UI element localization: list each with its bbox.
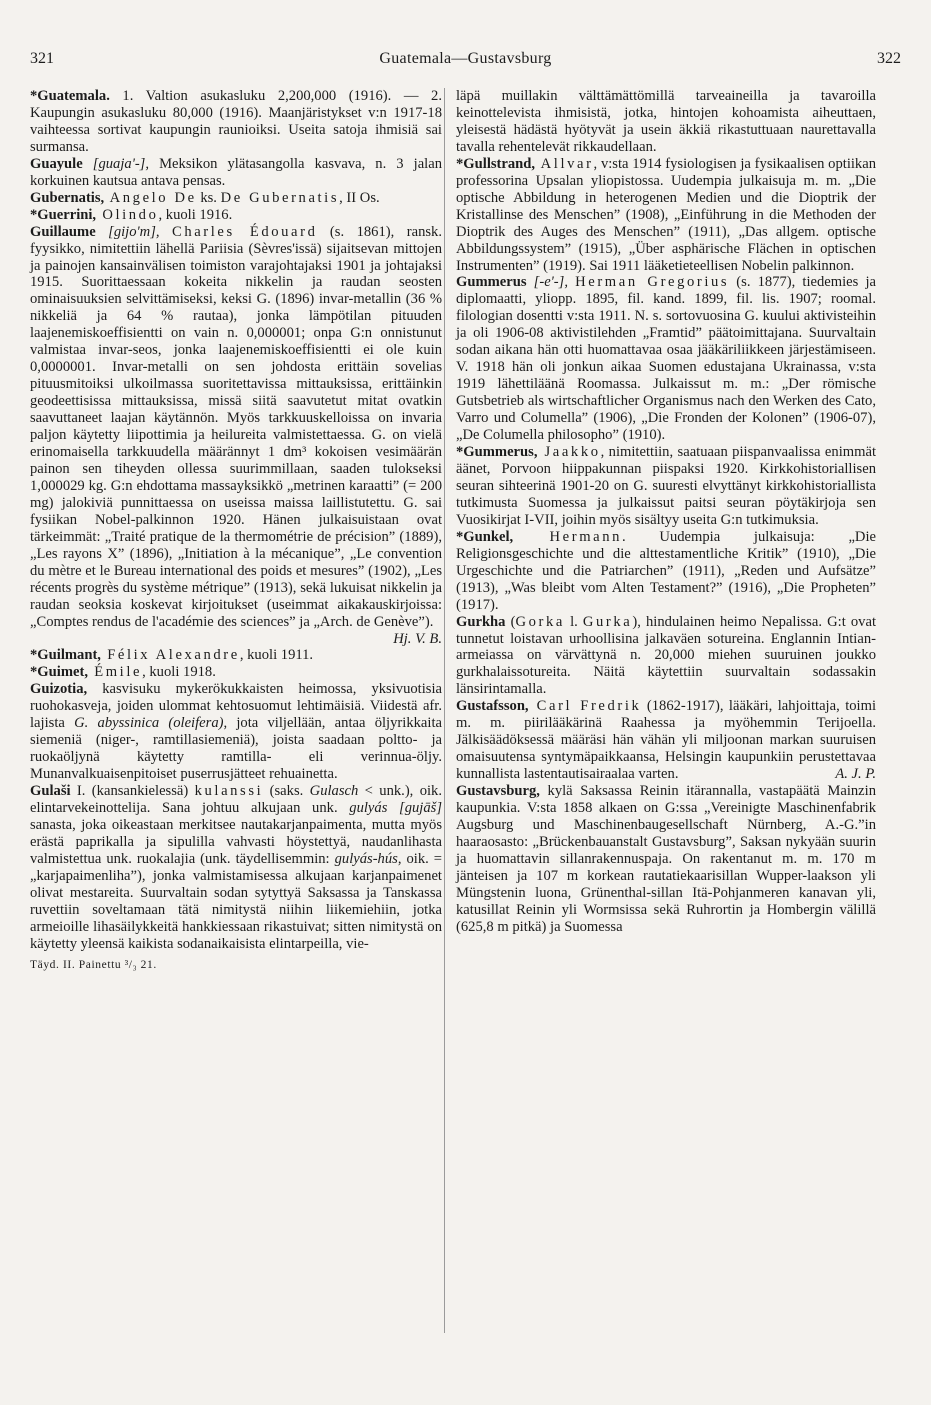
- entry-person-name: Félix Alexandre: [100, 647, 240, 664]
- entry-italic-term: gulyás-hús: [334, 850, 398, 867]
- entry-keyword: *Guerrini,: [30, 206, 97, 223]
- entry-keyword: Guillaume: [30, 223, 96, 240]
- entry-body: kasvisuku mykerökukkaisten heimossa, yksivuotisia ruohokasveja, joiden ulommat kehtosuomut lehtimäisiä. Viidestä afr. lajista: [30, 681, 442, 732]
- entry-body: Meksikon ylätasangolla kasvava, n. 3 jalan korkuinen kautsua antava pensas.: [30, 155, 442, 189]
- entry-person-name: Émile: [87, 664, 143, 681]
- entry-gubernatis: [30, 190, 442, 207]
- running-title: Guatemala—Gustavsburg: [379, 50, 552, 67]
- entry-guimet: [30, 664, 442, 681]
- entry-spaced-term: Gurka: [582, 613, 633, 630]
- entry-body: kylä Saksassa Reinin itärannalla, vastapäätä Mainzin kaupunkia. V:sta 1858 alkaen on G:ssa „Vereinigte Maschinenfabrik Augsburg und Maschinenbaugesellschaft Nürnberg, A.-G.”in haaraosasto: „Brückenbauanstalt Gustavsburg”, Saksan nykyään suurin ja huomattavin sillanrakennuspaja. On rakentanut m. m. 170 m jänteisen ja 107 m korkean rautatiekaarisillan Wupper-laakson yli Müngstenin luona, Grünenthal-sillan Itä-Pohjanmeren kanavan yli, katusillat Reinin yli Wormsissa sekä Ruhrortin ja Hombergin välillä (625,8 m pitkä) ja Suomessa: [456, 783, 876, 935]
- entry-keyword: Gustavsburg,: [456, 783, 540, 800]
- entry-person-name: Charles Édouard: [171, 223, 318, 240]
- entry-person-name: Allvar: [535, 155, 594, 172]
- entry-gullstrand: [456, 156, 876, 275]
- page-number-right: 322: [877, 50, 901, 67]
- right-column: [456, 88, 876, 936]
- entry-body: . Uudempia julkaisuja: „Die Religionsgeschichte und die alttestamentliche Kritik” (1910), „Die Urgeschichte und die Patriarchen” (1911), „Reden und Aufsätze” (1913), „Was bleibt vom Alten Testament?” (1916), „Die Propheten” (1917).: [456, 528, 877, 613]
- entry-keyword: Guizotia,: [30, 681, 88, 698]
- page-number-left: 321: [30, 50, 54, 67]
- entry-body: < unk.), oik. elintarvekeinottelija. Sana johtuu alkujaan unk.: [30, 783, 442, 817]
- entry-spaced-term: kulanssi: [194, 783, 264, 800]
- entry-keyword: Guayule: [30, 155, 83, 172]
- entry-person-name: Carl Fredrik: [528, 698, 642, 715]
- entry-keyword: Gummerus: [456, 274, 527, 291]
- entry-body: , kuoli 1918.: [142, 664, 216, 681]
- entry-gunkel: [456, 529, 876, 614]
- entry-body: 1. Valtion asukasluku 2,200,000 (1916). — 2. Kaupungin asukasluku 80,000 (1916). Maanjäristykset v:n 1917-18 vaihteessa sortivat kaupungin raunioiksi. Useita satoja ihmisiä sai surmansa.: [30, 88, 442, 155]
- entry-keyword: Gubernatis,: [30, 189, 105, 206]
- entry-pronunciation: [-e'-],: [526, 274, 576, 291]
- entry-body: , oik. = „karjapaimenliha”), jonka valmistamisessa alkujaan karjanpaimenet olivat mestareita. Suurvaltain sodan sytyttyä Saksassa ja Tanskassa ruvettiin soveltamaan tätä nimitystä niihin liikemiehiin, jotka armeioille lihasäilykkeitä hankkiessaan rikastuivat; sitten nimitystä on käytetty yleensä kaikista sodanaikaisista elintarpeilla, vie-: [30, 850, 442, 952]
- entry-signature: Hj. V. B.: [393, 630, 442, 647]
- left-column: [30, 88, 442, 974]
- entry-body: I. (kansankielessä): [70, 783, 195, 800]
- entry-body: sanasta, joka oikeastaan merkitsee nautakarjanpaimenta, mutta myös erästä paprikalla ja sipulilla vahvasti höystettyä, naudanlihasta valmistettua unk. ruokalajia (unk. täydellisemmin:: [30, 816, 442, 867]
- page-header: [30, 50, 901, 74]
- entry-keyword: *Guatemala.: [30, 88, 110, 104]
- entry-cross-reference: De Gubernatis: [220, 189, 340, 206]
- entry-body: (: [505, 613, 516, 630]
- entry-continuation: läpä muillakin välttämättömillä tarveaineilla ja tavaroilla keinottelevista ihmisistä, jotka, hintojen kohoamista aiheuttaen, yleisestä hädästä hyötyvät ja usein äkkiä rikastuttuaan naurettavalla tavalla rehentelevät rikkaudellaan.: [456, 88, 876, 155]
- entry-body: , kuoli 1911.: [239, 647, 314, 664]
- entry-body: , jota viljellään, antaa öljyrikkaita siemeniä (niger-, ramtillasiemeniä), joista saadaan poltto- ja ruokaöljynä käytetty ramtilla- eli verinnua-öljy. Munanvalkuaisenpitoiset puserrusjätteet rehuainetta.: [30, 715, 442, 783]
- entry-keyword: Gurkha: [456, 613, 506, 630]
- entry-keyword: Gustafsson,: [456, 698, 529, 715]
- entry-gustafsson: [456, 698, 876, 783]
- entry-gulasi: [30, 783, 442, 953]
- entry-person-name: Olindo: [96, 206, 159, 223]
- entry-body: l.: [564, 613, 583, 630]
- entry-person-name: Angelo De: [104, 189, 197, 206]
- entry-pronunciation: [gijo'm],: [95, 223, 172, 240]
- entry-guilmant: [30, 647, 442, 664]
- entry-keyword: *Gullstrand,: [456, 155, 536, 172]
- entry-keyword: Gulaši: [30, 783, 71, 800]
- entry-guerrini: [30, 207, 442, 224]
- entry-italic-term: gulyás [gujāš]: [349, 800, 443, 817]
- entry-keyword: *Guimet,: [30, 664, 88, 681]
- entry-guayule: [30, 156, 442, 190]
- entry-signature: A. J. P.: [835, 766, 876, 783]
- entry-pronunciation: [guaja'-],: [82, 155, 160, 172]
- entry-keyword: *Gummerus,: [456, 444, 538, 461]
- entry-italic-term: Gulasch: [309, 783, 359, 800]
- entry-body: (s. 1877), tiedemies ja diplomaatti, yliopp. 1895, fil. kand. 1899, fil. lis. 1907; roomal. filologian dosentti v:sta 1911. N. s. sortovuosina G. kuului aktivisteihin ja oli 1906-08 aktivistilehden „Framtid” päätoimittajana. Suurvaltain sodan aikana hän otti huomattavaa osaa jääkäriliikkeen järjestämiseen. V. 1918 hän oli jonkun aikaa Suomen edustajana Ukrainassa, v:sta 1919 lähettiläänä Roomassa. Julkaissut m. m.: „Der römische Gutsbetrieb als wirtschaftlicher Organismus nach den Werken des Cato, Varro und Columella” (1906), „Die Fronden der Kolonen” (1906-07), „De Columella philosopho” (1910).: [456, 274, 876, 444]
- entry-person-name: Herman Gregorius: [575, 274, 730, 291]
- entry-species-name: G. abyssinica (oleifera): [74, 715, 224, 732]
- entry-body: (1862-1917), lääkäri, lahjoittaja, toimi m. m. piirilääkärinä Raahessa ja myöhemmin Terijoella. Jälkisäädöksessä määräsi hän vähän yli miljoonan markan suuruisen omaisuutensa syntymäpaikkaansa, Helsingin kaupunkiin perustettavaa kunnallista lastentautisairaalaa varten.: [456, 698, 877, 783]
- entry-keyword: *Guilmant,: [30, 647, 101, 664]
- entry-spaced-term: Gorka: [515, 613, 565, 630]
- column-divider: [444, 88, 445, 1333]
- entry-gustavsburg: [456, 783, 876, 936]
- entry-keyword: *Gunkel,: [456, 528, 514, 545]
- entry-body: (s. 1861), ransk. fyysikko, nimitettiin lähellä Pariisia (Sèvres'issä) sijaitsevan mittojen ja painojen kansainvälisen toimiston varajohtajaksi 1901 ja johtajaksi 1915. Suorittaessaan kokeita nikkelin ja raudan seosten ominaisuuksien selvittämiseksi, keksi G. (1896) invar-metallin (36 % nikkeliä ja 64 % rautaa), jonka lämpötilan pituuden laajenemiskoeffisientti on vain n. 0,000001; onpa G:n onnistunut valmistaa invar-seos, jonka laajenemiskoeffisientti ei ole kuin 0,0000001. Invar-metalli on sen johdosta erittäin sovelias pituusmitoiksi ulkoilmassa suoritettavissa mittauksissa, erittäinkin geodeettisissa mittauksissa, missä siitä saavutetut mitat ovatkin saavuttaneet laajan käytännön. Myös tarkkuuskelloissa on invaria paljon käytetty liipottimia ja heilureita valmistettaessa. G. on vielä erinomaisella tarkkuudella määrännyt 1 dm³ kokoisen vesimäärän painon sen tiheyden ollessa suurimmillaan, saaden tulokseksi 1,000029 kg. G:n ehdottama massayksikkö „metrinen karaatti” (= 200 mg) jalokiviä punnittaessa on useissa maissa laillistutettu. G. sai fysiikan Nobel-palkinnon 1920. Hänen julkaisuistaan ovat tärkeimmät: „Traité pratique de la thermométrie de précision” (1889), „Les rayons X” (1896), „Initiation à la mécanique”, „Le convention du mètre et le Bureau international des poids et mesures” (1902), „Les récents progrès du système métrique” (1913), sekä lukuisat nikkelin ja raudan seoksia koskevat kirjoitukset (useimmat aikakauskirjoissa: „Comptes rendus de l'académie des sciences” ja „Arch. de Genève”).: [30, 223, 442, 630]
- entry-body: (saks.: [263, 783, 310, 800]
- entry-body: , v:sta 1914 fysiologisen ja fysikaalisen optiikan professorina Upsalan yliopistossa. Uudempia julkaisuja m. m. „Die optische Abbildung in heterogenen Medien und die Dioptrik der Kristallinse des Menschen” (1908), „Einführung in die Methoden der Dioptrik des Auges des Menschen” (1911), „Das allgem. optische Abbildungssystem” (1915), „Über asphärische Flächen in optischen Instrumenten” (1919). Sai 1911 lääketieteellisen Nobelin palkinnon.: [456, 155, 876, 274]
- entry-gummerus-jaakko: [456, 444, 876, 529]
- entry-person-name: Hermann: [513, 528, 623, 545]
- printing-note: Täyd. II. Painettu ³/₃ 21.: [30, 958, 157, 971]
- entry-body: ks.: [196, 189, 221, 206]
- entry-guatemala: [30, 88, 442, 156]
- entry-body: , kuoli 1916.: [158, 206, 233, 223]
- entry-gummerus-herman: [456, 274, 876, 444]
- entry-gurkha: [456, 614, 876, 699]
- entry-guizotia: [30, 681, 442, 783]
- entry-body: , II Os.: [339, 189, 380, 206]
- entry-guillaume: [30, 223, 442, 647]
- entry-body: ), hindulainen heimo Nepalissa. G:t ovat tunnetut loistavan urhoollisina jalkaväen sotureina. Englannin Intian-armeiassa on värvättynä n. 20,000 miehen suuruinen joukko gurkhalaissotureita. Näitä käytettiin suurvaltain sodassakin länsirintamalla.: [456, 613, 876, 698]
- entry-body: , nimitettiin, saatuaan piispanvaalissa enimmät äänet, Porvoon hiippakunnan piispaksi 1920. Kirkkohistoriallisen seuran sihteerinä 1901-20 on G. suuresti elvyttänyt kirkkohistoriallista tutkimusta Suomessa ja julkaissut paitsi seuran pöytäkirjoja sen Vuosikirjat I-VII, joihin myös sisältyy useita G:n tutkimuksia.: [456, 444, 877, 528]
- entry-person-name: Jaakko: [537, 444, 601, 461]
